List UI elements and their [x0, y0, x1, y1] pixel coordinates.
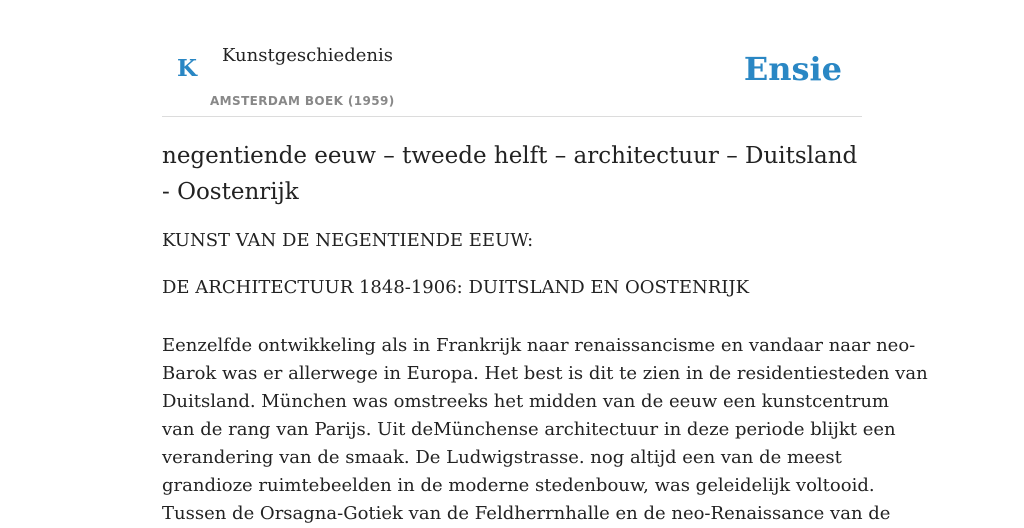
body-line: van de rang van Parijs. Uit deMünchense architectuur in deze periode blijkt een [162, 419, 896, 440]
article-title: negentiende eeuw – tweede helft – architectuur – Duitsland - Oostenrijk [162, 143, 858, 205]
body-line: verandering van de smaak. De Ludwigstrasse. nog altijd een van de meest [162, 447, 842, 468]
article-body [162, 332, 928, 528]
brand-logo[interactable]: Ensie [743, 50, 842, 88]
header [162, 0, 862, 117]
body-line: Tussen de Orsagna-Gotiek van de Feldherrnhalle en de neo-Renaissance van de [162, 503, 891, 524]
subheading-1: KUNST VAN DE NEGENTIENDE EEUW: [162, 230, 534, 251]
source-label: AMSTERDAM BOEK (1959) [210, 94, 395, 108]
body-line: Barok was er allerwege in Europa. Het best is dit te zien in de residentiesteden van [162, 363, 928, 384]
subheading-2: DE ARCHITECTUUR 1848-1906: DUITSLAND EN OOSTENRIJK [162, 277, 750, 298]
body-line: grandioze ruimtebeelden in de moderne stedenbouw, was geleidelijk voltooid. [162, 475, 875, 496]
body-line: Duitsland. München was omstreeks het midden van de eeuw een kunstcentrum [162, 391, 889, 412]
body-line: Eenzelfde ontwikkeling als in Frankrijk naar renaissancisme en vandaar naar neo- [162, 335, 916, 356]
category-logo[interactable]: K [177, 55, 197, 82]
page [162, 0, 928, 524]
category-link[interactable]: Kunstgeschiedenis [222, 45, 393, 66]
